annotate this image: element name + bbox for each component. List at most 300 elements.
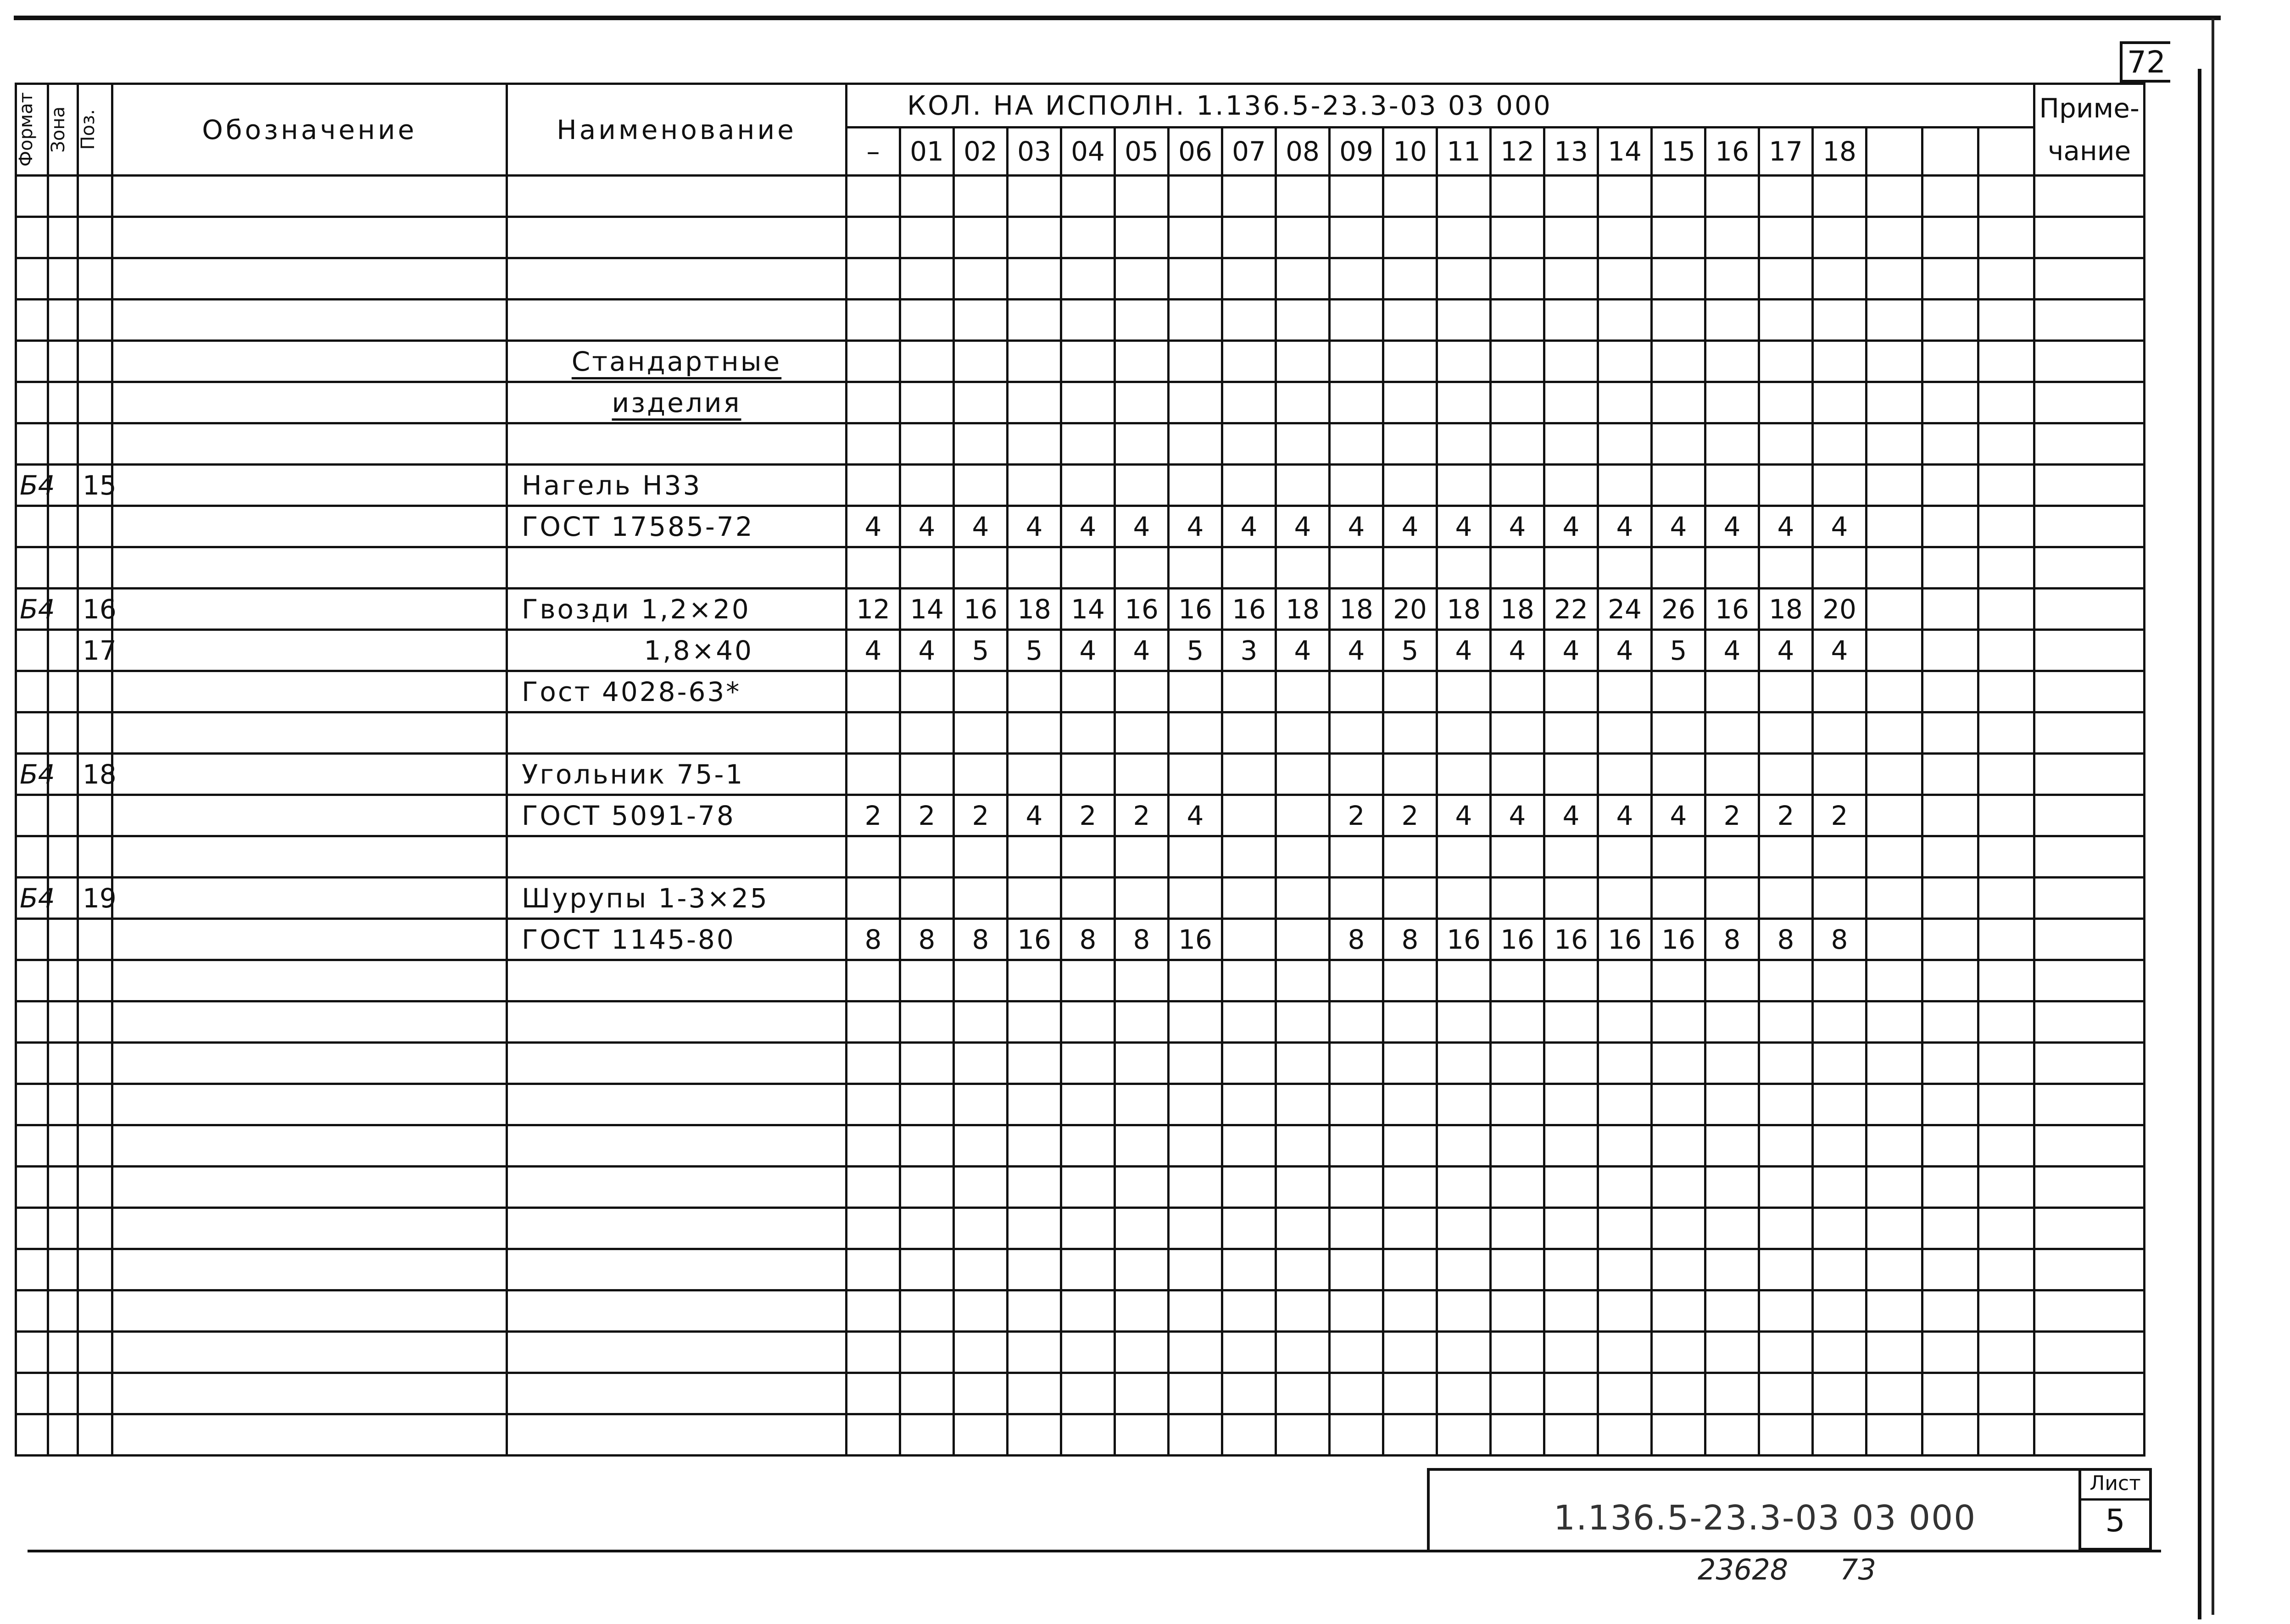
header-variant-8: 08	[1276, 128, 1330, 176]
quantity-cell: 8	[900, 919, 954, 960]
quantity-cell	[1008, 878, 1061, 919]
title-block-code: 1.136.5-23.3-03 03 000	[1554, 1498, 1977, 1538]
designation-cell	[112, 919, 507, 960]
quantity-cell: 4	[1061, 630, 1115, 671]
quantity-cell	[1813, 836, 1867, 878]
quantity-cell	[1276, 423, 1330, 465]
quantity-cell	[1652, 754, 1705, 795]
table-row	[16, 589, 2145, 630]
designation-cell	[112, 217, 507, 258]
quantity-cell: 4	[1759, 506, 1813, 547]
table-row	[16, 630, 2145, 671]
quantity-cell	[1544, 836, 1598, 878]
quantity-cell: 16	[954, 589, 1008, 630]
sheet-number: 5	[2105, 1503, 2125, 1539]
note-cell	[2034, 217, 2145, 258]
quantity-cell: 14	[1061, 589, 1115, 630]
quantity-cell	[1115, 382, 1169, 423]
quantity-cell: 5	[1383, 630, 1437, 671]
quantity-cell	[1491, 960, 1544, 1001]
quantity-cell	[1978, 1332, 2034, 1373]
quantity-cell	[954, 258, 1008, 300]
zone-cell	[48, 1332, 78, 1373]
quantity-cell	[1061, 1043, 1115, 1084]
quantity-cell	[1222, 1249, 1276, 1290]
position-cell: 15	[78, 465, 112, 506]
quantity-cell	[1169, 671, 1222, 712]
header-variant-7: 07	[1222, 128, 1276, 176]
quantity-cell	[1115, 258, 1169, 300]
quantity-cell	[1598, 465, 1652, 506]
quantity-cell	[1437, 382, 1491, 423]
quantity-cell	[1330, 258, 1383, 300]
quantity-cell	[1491, 465, 1544, 506]
note-cell	[2034, 1084, 2145, 1125]
quantity-cell	[1922, 1084, 1978, 1125]
quantity-cell	[1115, 1249, 1169, 1290]
quantity-cell: 4	[1330, 630, 1383, 671]
quantity-cell	[1922, 754, 1978, 795]
name-cell	[507, 1043, 847, 1084]
table-row	[16, 258, 2145, 300]
name-cell	[507, 1001, 847, 1043]
quantity-cell	[1544, 1208, 1598, 1249]
quantity-cell	[1867, 300, 1922, 341]
quantity-cell	[1705, 878, 1759, 919]
quantity-cell	[1759, 176, 1813, 217]
quantity-cell	[900, 1084, 954, 1125]
quantity-cell	[1330, 1290, 1383, 1332]
name-cell: ГОСТ 1145-80	[507, 919, 847, 960]
table-row	[16, 712, 2145, 754]
table-row	[16, 1414, 2145, 1456]
note-cell	[2034, 754, 2145, 795]
quantity-cell	[1978, 1167, 2034, 1208]
quantity-cell	[1383, 217, 1437, 258]
table-row	[16, 1208, 2145, 1249]
quantity-cell	[1169, 176, 1222, 217]
quantity-cell	[1978, 754, 2034, 795]
quantity-cell	[1759, 1249, 1813, 1290]
quantity-cell	[954, 1373, 1008, 1414]
note-cell	[2034, 878, 2145, 919]
quantity-cell	[1652, 836, 1705, 878]
quantity-cell	[847, 1332, 900, 1373]
right-border-line	[2198, 69, 2201, 1619]
quantity-cell	[1978, 258, 2034, 300]
note-cell	[2034, 1125, 2145, 1167]
quantity-cell: 8	[1759, 919, 1813, 960]
position-cell: 17	[78, 630, 112, 671]
name-cell	[507, 1290, 847, 1332]
quantity-cell	[1491, 1249, 1544, 1290]
table-row	[16, 754, 2145, 795]
quantity-cell	[1922, 465, 1978, 506]
quantity-cell: 24	[1598, 589, 1652, 630]
quantity-cell	[954, 465, 1008, 506]
quantity-cell	[1008, 341, 1061, 382]
quantity-cell	[1922, 630, 1978, 671]
quantity-cell	[1276, 1084, 1330, 1125]
quantity-cell	[1544, 1373, 1598, 1414]
name-cell	[507, 1373, 847, 1414]
quantity-cell	[1008, 754, 1061, 795]
quantity-cell	[1813, 712, 1867, 754]
quantity-cell	[1705, 465, 1759, 506]
quantity-cell	[1598, 547, 1652, 589]
header-variant-3: 03	[1008, 128, 1061, 176]
table-row	[16, 217, 2145, 258]
quantity-cell	[1222, 1332, 1276, 1373]
quantity-cell	[1169, 960, 1222, 1001]
header-quantity-label: КОЛ. НА ИСПОЛН. 1.136.5-23.3-03 03 000	[847, 84, 2034, 128]
quantity-cell	[1383, 1125, 1437, 1167]
quantity-cell: 20	[1813, 589, 1867, 630]
quantity-cell	[1813, 1414, 1867, 1456]
zone-cell	[48, 1414, 78, 1456]
quantity-cell	[1008, 1332, 1061, 1373]
header-variant-13: 13	[1544, 128, 1598, 176]
zone-cell	[48, 1043, 78, 1084]
quantity-cell	[1598, 1208, 1652, 1249]
quantity-cell	[1169, 1125, 1222, 1167]
quantity-cell	[1652, 547, 1705, 589]
quantity-cell: 5	[1169, 630, 1222, 671]
quantity-cell: 2	[954, 795, 1008, 836]
quantity-cell	[847, 176, 900, 217]
quantity-cell	[1222, 836, 1276, 878]
position-cell: 19	[78, 878, 112, 919]
designation-cell	[112, 754, 507, 795]
zone-cell	[48, 1167, 78, 1208]
quantity-cell	[1437, 878, 1491, 919]
quantity-cell	[847, 217, 900, 258]
quantity-cell: 18	[1276, 589, 1330, 630]
quantity-cell: 4	[847, 506, 900, 547]
quantity-cell	[1652, 1290, 1705, 1332]
zone-cell	[48, 176, 78, 217]
quantity-cell	[1759, 1373, 1813, 1414]
note-cell	[2034, 671, 2145, 712]
table-row	[16, 1373, 2145, 1414]
note-cell	[2034, 1414, 2145, 1456]
quantity-cell	[1978, 712, 2034, 754]
name-cell	[507, 423, 847, 465]
designation-cell	[112, 1084, 507, 1125]
quantity-cell	[1922, 1125, 1978, 1167]
quantity-cell	[1491, 217, 1544, 258]
quantity-cell	[1276, 1167, 1330, 1208]
quantity-cell	[1061, 341, 1115, 382]
table-row	[16, 878, 2145, 919]
quantity-cell	[900, 300, 954, 341]
zone-cell	[48, 300, 78, 341]
quantity-cell	[1759, 1208, 1813, 1249]
note-cell	[2034, 1043, 2145, 1084]
quantity-cell	[1276, 1373, 1330, 1414]
quantity-cell	[1169, 382, 1222, 423]
quantity-cell	[1598, 258, 1652, 300]
quantity-cell	[1867, 176, 1922, 217]
quantity-cell	[1922, 960, 1978, 1001]
quantity-cell	[1544, 300, 1598, 341]
quantity-cell	[1330, 465, 1383, 506]
format-cell: Б4	[16, 878, 48, 919]
format-cell	[16, 1373, 48, 1414]
quantity-cell	[1437, 671, 1491, 712]
name-cell: Стандартные	[507, 341, 847, 382]
quantity-cell	[1276, 1125, 1330, 1167]
quantity-cell	[1759, 423, 1813, 465]
quantity-cell	[1867, 1043, 1922, 1084]
quantity-cell: 5	[1008, 630, 1061, 671]
quantity-cell	[954, 1249, 1008, 1290]
quantity-cell	[1276, 919, 1330, 960]
quantity-cell	[1115, 1043, 1169, 1084]
name-cell	[507, 1084, 847, 1125]
quantity-cell	[1705, 1043, 1759, 1084]
quantity-cell	[1491, 1001, 1544, 1043]
quantity-cell	[1115, 754, 1169, 795]
quantity-cell	[1813, 1001, 1867, 1043]
quantity-cell	[954, 341, 1008, 382]
quantity-cell	[1544, 1001, 1598, 1043]
quantity-cell	[1759, 1167, 1813, 1208]
quantity-cell	[1598, 836, 1652, 878]
quantity-cell	[1008, 547, 1061, 589]
quantity-cell	[1008, 382, 1061, 423]
quantity-cell	[1169, 1208, 1222, 1249]
quantity-cell	[1169, 1084, 1222, 1125]
quantity-cell	[1061, 1290, 1115, 1332]
quantity-cell	[1922, 176, 1978, 217]
quantity-cell	[1276, 1208, 1330, 1249]
quantity-cell: 4	[1544, 795, 1598, 836]
designation-cell	[112, 960, 507, 1001]
quantity-cell	[1061, 1208, 1115, 1249]
quantity-cell	[954, 1125, 1008, 1167]
designation-cell	[112, 1414, 507, 1456]
quantity-cell: 4	[1813, 506, 1867, 547]
quantity-cell	[1705, 671, 1759, 712]
quantity-cell	[1276, 795, 1330, 836]
quantity-cell	[1276, 547, 1330, 589]
quantity-cell	[1169, 1373, 1222, 1414]
quantity-cell	[1705, 423, 1759, 465]
quantity-cell: 4	[954, 506, 1008, 547]
quantity-cell	[1491, 258, 1544, 300]
quantity-cell	[1276, 754, 1330, 795]
quantity-cell	[1222, 712, 1276, 754]
quantity-cell	[1437, 1373, 1491, 1414]
quantity-cell	[1759, 547, 1813, 589]
table-row	[16, 1167, 2145, 1208]
quantity-cell: 4	[1169, 795, 1222, 836]
quantity-cell	[1330, 1043, 1383, 1084]
quantity-cell	[1008, 258, 1061, 300]
quantity-cell	[1867, 1125, 1922, 1167]
quantity-cell	[1813, 217, 1867, 258]
quantity-cell	[954, 1167, 1008, 1208]
format-cell	[16, 1125, 48, 1167]
quantity-cell	[1383, 382, 1437, 423]
zone-cell	[48, 630, 78, 671]
quantity-cell	[1491, 382, 1544, 423]
quantity-cell	[1867, 423, 1922, 465]
quantity-cell	[1330, 1001, 1383, 1043]
quantity-cell	[1491, 836, 1544, 878]
quantity-cell	[847, 1125, 900, 1167]
header-variant-18: 18	[1813, 128, 1867, 176]
table-row	[16, 795, 2145, 836]
quantity-cell	[1652, 1208, 1705, 1249]
quantity-cell	[1222, 1043, 1276, 1084]
quantity-cell	[1008, 176, 1061, 217]
header-format-cell	[16, 84, 48, 176]
format-cell	[16, 1043, 48, 1084]
note-cell	[2034, 423, 2145, 465]
quantity-cell	[1978, 630, 2034, 671]
quantity-cell	[1759, 960, 1813, 1001]
quantity-cell	[900, 1125, 954, 1167]
quantity-cell	[1383, 1332, 1437, 1373]
header-pos-cell	[78, 84, 112, 176]
quantity-cell: 16	[1169, 589, 1222, 630]
header-variant-0: –	[847, 128, 900, 176]
quantity-cell	[1061, 1084, 1115, 1125]
note-cell	[2034, 795, 2145, 836]
quantity-cell	[1330, 341, 1383, 382]
quantity-cell	[1813, 341, 1867, 382]
quantity-cell	[847, 1043, 900, 1084]
quantity-cell	[1115, 836, 1169, 878]
quantity-cell	[1922, 589, 1978, 630]
quantity-cell	[1061, 1125, 1115, 1167]
name-cell	[507, 1167, 847, 1208]
quantity-cell: 4	[1598, 630, 1652, 671]
quantity-cell	[1222, 258, 1276, 300]
format-cell	[16, 1414, 48, 1456]
quantity-cell	[900, 1001, 954, 1043]
quantity-cell	[1978, 423, 2034, 465]
quantity-cell	[1115, 1373, 1169, 1414]
quantity-cell	[1813, 547, 1867, 589]
quantity-cell	[1115, 547, 1169, 589]
quantity-cell: 4	[1491, 630, 1544, 671]
quantity-cell: 4	[1008, 506, 1061, 547]
quantity-cell	[1867, 1167, 1922, 1208]
quantity-cell	[1008, 1249, 1061, 1290]
quantity-cell	[1061, 300, 1115, 341]
quantity-cell	[1330, 836, 1383, 878]
format-cell	[16, 506, 48, 547]
page-corner-number: 72	[2120, 41, 2170, 83]
format-cell: Б4	[16, 465, 48, 506]
quantity-cell	[1491, 1290, 1544, 1332]
quantity-cell	[1978, 217, 2034, 258]
quantity-cell	[1330, 1125, 1383, 1167]
quantity-cell: 4	[1276, 630, 1330, 671]
format-cell	[16, 176, 48, 217]
quantity-cell	[1330, 423, 1383, 465]
quantity-cell	[1922, 712, 1978, 754]
name-cell	[507, 300, 847, 341]
format-cell	[16, 300, 48, 341]
header-zone-cell	[48, 84, 78, 176]
format-cell	[16, 836, 48, 878]
quantity-cell	[1978, 176, 2034, 217]
quantity-cell	[1222, 1208, 1276, 1249]
quantity-cell	[847, 1373, 900, 1414]
position-cell	[78, 712, 112, 754]
quantity-cell	[900, 1167, 954, 1208]
table-row	[16, 671, 2145, 712]
quantity-cell: 8	[847, 919, 900, 960]
quantity-cell	[1115, 878, 1169, 919]
quantity-cell	[1383, 547, 1437, 589]
header-format: Формат	[16, 92, 37, 167]
quantity-cell	[1652, 258, 1705, 300]
quantity-cell	[1222, 300, 1276, 341]
quantity-cell: 4	[1437, 630, 1491, 671]
quantity-cell	[1491, 423, 1544, 465]
note-cell	[2034, 1249, 2145, 1290]
quantity-cell	[1922, 258, 1978, 300]
quantity-cell: 2	[1330, 795, 1383, 836]
quantity-cell	[1544, 1125, 1598, 1167]
name-cell: 1,8×40	[507, 630, 847, 671]
quantity-cell	[1759, 1084, 1813, 1125]
quantity-cell	[1330, 1414, 1383, 1456]
quantity-cell	[1978, 506, 2034, 547]
format-cell	[16, 960, 48, 1001]
quantity-cell	[1276, 1001, 1330, 1043]
position-cell	[78, 176, 112, 217]
designation-cell	[112, 1208, 507, 1249]
quantity-cell	[1276, 465, 1330, 506]
quantity-cell	[1383, 1043, 1437, 1084]
quantity-cell	[1922, 1001, 1978, 1043]
zone-cell	[48, 919, 78, 960]
quantity-cell	[1437, 712, 1491, 754]
quantity-cell	[1437, 1125, 1491, 1167]
sheet-label: Лист	[2081, 1471, 2149, 1501]
quantity-cell	[1759, 217, 1813, 258]
quantity-cell	[847, 1249, 900, 1290]
zone-cell	[48, 671, 78, 712]
quantity-cell	[1544, 878, 1598, 919]
quantity-cell	[1544, 712, 1598, 754]
header-note: Приме-чание	[2034, 84, 2145, 176]
quantity-cell	[1652, 341, 1705, 382]
quantity-cell	[1330, 1208, 1383, 1249]
note-cell	[2034, 1332, 2145, 1373]
table-row	[16, 836, 2145, 878]
quantity-cell	[1115, 1125, 1169, 1167]
designation-cell	[112, 878, 507, 919]
quantity-cell	[1491, 547, 1544, 589]
quantity-cell	[1544, 1167, 1598, 1208]
quantity-cell	[1978, 300, 2034, 341]
quantity-cell: 4	[1759, 630, 1813, 671]
quantity-cell	[1705, 258, 1759, 300]
quantity-cell	[1115, 217, 1169, 258]
quantity-cell	[1922, 1373, 1978, 1414]
quantity-cell	[1922, 547, 1978, 589]
quantity-cell	[1383, 341, 1437, 382]
header-variant-16: 16	[1705, 128, 1759, 176]
quantity-cell	[1652, 176, 1705, 217]
